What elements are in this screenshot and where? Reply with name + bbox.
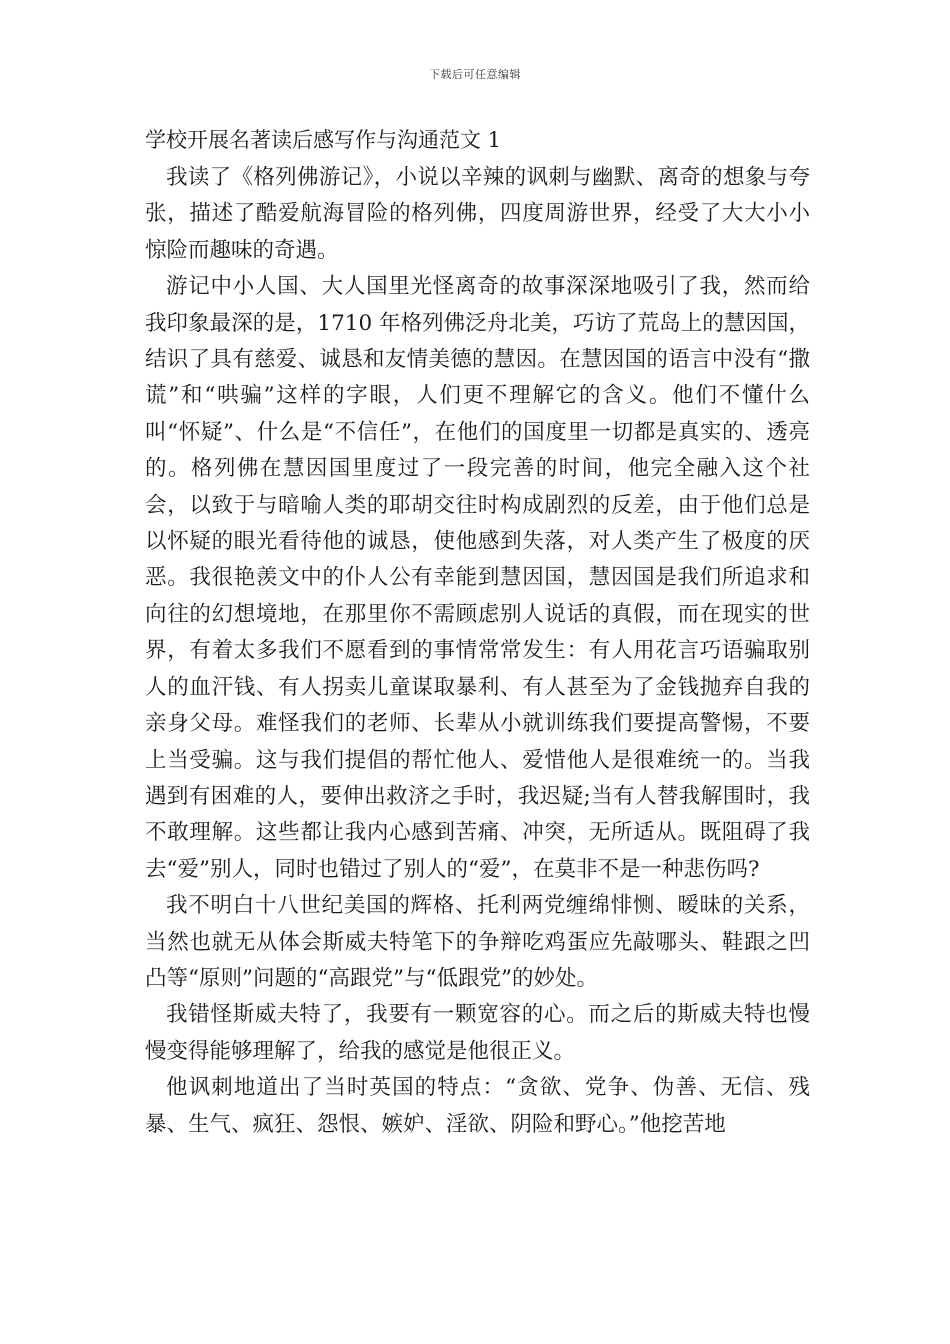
paragraph-1: 我读了《格列佛游记》，小说以辛辣的讽刺与幽默、离奇的想象与夸张，描述了酷爱航海冒险的格列佛，四度周游世界，经受了大大小小惊险而趣味的奇遇。 (145, 165, 810, 263)
paragraph-4: 我错怪斯威夫特了，我要有一颗宽容的心。而之后的斯威夫特也慢慢变得能够理解了，给我的感觉是他很正义。 (145, 1002, 810, 1064)
paragraph-2: 游记中小人国、大人国里光怪离奇的故事深深地吸引了我，然而给我印象最深的是，1710 年格列佛泛舟北美，巧访了荒岛上的慧因国，结识了具有慈爱、诚恳和友情美德的慧因。在慧因国的语言中没有“撒谎”和“哄骗”这样的字眼，人们更不理解它的含义。他们不懂什么叫“怀疑”、什么是“不信任”，在他们的国度里一切都是真实的、透亮 的。格列佛在慧因国里度过了一段完善的时间，他完全融入这个社会，以致于与暗喻人类的耶胡交往时构成剧烈的反差，由于他们总是以怀疑的眼光看待他的诚恳，使他感到失落，对人类产生了极度的厌恶。我很艳羡文中的仆人公有幸能到慧因国，慧因国是我们所追求和向往的幻想境地，在那里你不需顾虑别人说话的真假，而在现实的世界，有着太多我们不愿看到的事情常常发生：有人用花言巧语骗取别人的血汗钱、有人拐卖儿童谋取暴利、有人甚至为了金钱抛弃自我的亲身父母。难怪我们的老师、长辈从小就训练我们要提高警惕，不要上当受骗。这与我们提倡的帮忙他人、爱惜他人是很难统一的。当我遇到有困难的人，要伸出救济之手时，我迟疑;当有人替我解围时，我不敢理解。这些都让我内心感到苦痛、冲突，无所适从。既阻碍了我去“爱”别人，同时也错过了别人的“爱”，在莫非不是一种悲伤吗? (145, 274, 832, 882)
document-title: 学校开展名著读后感写作与沟通范文 1 (145, 128, 502, 152)
document-body (145, 122, 832, 1143)
paragraph-5: 他讽刺地道出了当时英国的特点：“贪欲、党争、伪善、无信、残暴、生气、疯狂、怨恨、嫉妒、淫欲、阴险和野心。”他挖苦地 (145, 1075, 810, 1137)
page-header-note: 下载后可任意编辑 (429, 68, 521, 81)
paragraph-3: 我不明白十八世纪美国的辉格、托利两党缠绵悱恻、暧昧的关系，当然也就无从体会斯威夫特笔下的争辩吃鸡蛋应先敲哪头、鞋跟之凹凸等“原则”问题的“高跟党”与“低跟党”的妙处。 (145, 893, 810, 991)
